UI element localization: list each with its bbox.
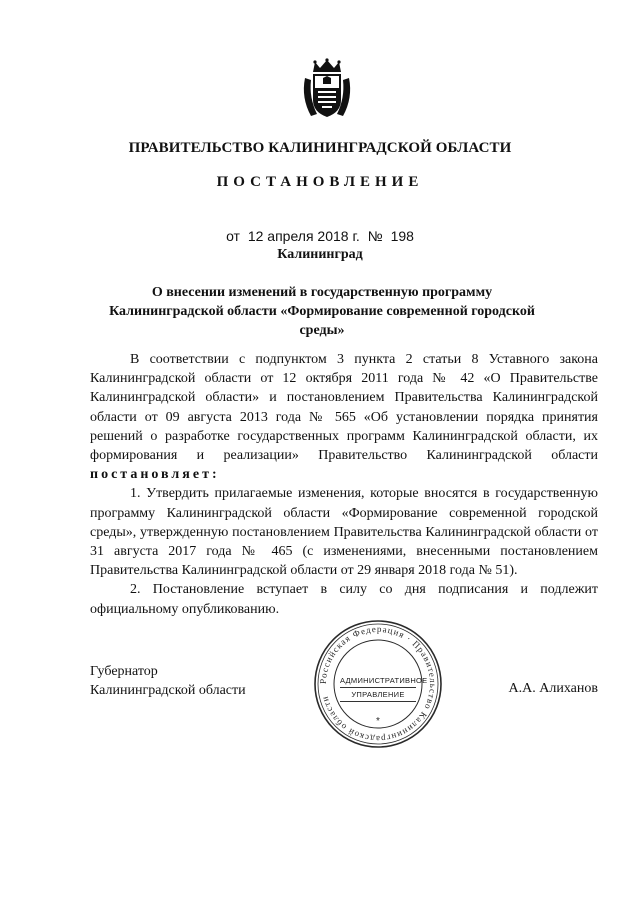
- date-prefix: от: [226, 228, 240, 244]
- position-line-2: Калининградской области: [90, 683, 246, 698]
- government-title: ПРАВИТЕЛЬСТВО КАЛИНИНГРАДСКОЙ ОБЛАСТИ: [128, 140, 512, 156]
- item-1-paragraph: 1. Утвердить прилагаемые изменения, которые вносятся в государственную программу Калининградской области «Формирование современной городской среды», утвержденную постановлением Правительства Калининградской области от 31 августа 2017 года № 465 (с изменениями, внесенными постановлением Правительства Калининградской области от 29 января 2018 года № 51).: [90, 486, 598, 579]
- date-number-line: [0, 228, 640, 244]
- decides-word: постановляет:: [90, 467, 220, 483]
- preamble-text: В соответствии с подпунктом 3 пункта 2 статьи 8 Уставного закона Калининградской области от 12 октября 2011 года № 42 «О Правительстве Калининградской области» и постановлением Правительства Калининградской области от 09 августа 2013 года № 565 «Об установлении порядка принятия решений о разработке государственных программ Калининградской области, их формирования и реализации» Правительство Калининградской области: [90, 352, 598, 464]
- preamble-paragraph: [90, 350, 598, 484]
- position-line-1: Губернатор: [90, 664, 158, 679]
- seal-center-line-2: УПРАВЛЕНИЕ: [340, 688, 416, 702]
- signatory-position: [90, 662, 246, 700]
- document-date: 12 апреля 2018 г.: [247, 228, 360, 244]
- official-seal: [312, 618, 444, 750]
- coat-of-arms-emblem: [301, 58, 353, 120]
- document-body: [90, 350, 598, 619]
- item-2-paragraph: 2. Постановление вступает в силу со дня подписания и подлежит официальному опубликованию.: [90, 582, 598, 617]
- document-subject: О внесении изменений в государственную программу Калининградской области «Формирование современной городской среды»: [109, 285, 535, 338]
- city: Калининград: [277, 247, 363, 262]
- document-number: 198: [390, 228, 414, 244]
- signatory-name: А.А. Алиханов: [508, 681, 598, 696]
- coat-of-arms-icon: [301, 58, 353, 120]
- seal-ring-text: Российская Федерация · Правительство Калининградской области: [317, 623, 439, 745]
- seal-center-line-1: АДМИНИСТРАТИВНОЕ: [340, 674, 416, 688]
- seal-star: *: [376, 716, 380, 727]
- seal-center-text: [340, 674, 428, 702]
- number-sign: №: [367, 228, 383, 244]
- document-type: ПОСТАНОВЛЕНИЕ: [216, 174, 424, 190]
